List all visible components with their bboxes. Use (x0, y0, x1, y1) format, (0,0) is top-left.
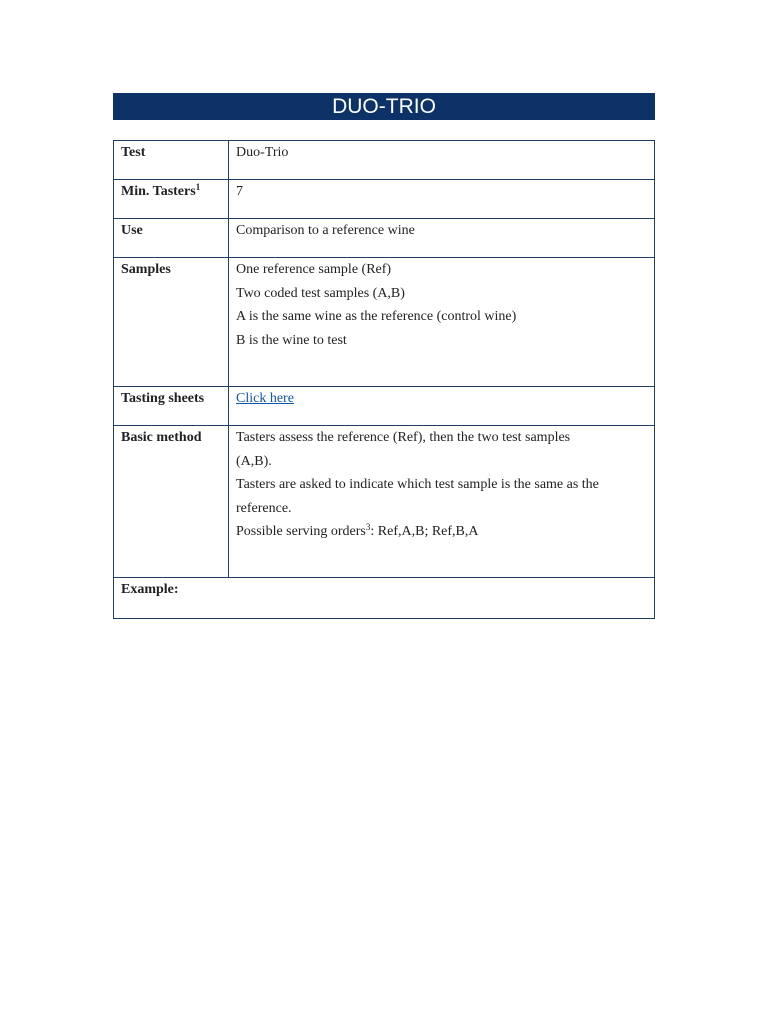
example-label: Example: (114, 578, 655, 619)
method-info-table (113, 140, 655, 619)
samples-label: Samples (114, 258, 229, 387)
test-value: Duo-Trio (229, 141, 655, 180)
basic-method-line: (A,B). (236, 453, 272, 469)
basic-method-line: Tasters assess the reference (Ref), then the two test samples (236, 430, 571, 445)
use-label: Use (114, 219, 229, 258)
samples-line: Two coded test samples (A,B) (236, 285, 405, 301)
basic-method-line: reference. (236, 500, 292, 516)
table-row-samples (114, 258, 655, 387)
min-tasters-label-cell (114, 180, 229, 219)
serving-orders-suffix: : Ref,A,B; Ref,B,A (370, 524, 479, 539)
min-tasters-value: 7 (229, 180, 655, 219)
basic-method-label: Basic method (114, 426, 229, 578)
min-tasters-label: Min. Tasters (121, 184, 196, 199)
basic-method-value (229, 426, 655, 578)
table-row-min-tasters (114, 180, 655, 219)
tasting-sheets-link[interactable]: Click here (236, 391, 294, 406)
samples-line: One reference sample (Ref) (236, 262, 392, 277)
table-row-basic-method (114, 426, 655, 578)
document-title: DUO-TRIO (113, 93, 655, 120)
footnote-ref-1: 1 (195, 182, 201, 192)
serving-orders-prefix: Possible serving orders (236, 524, 366, 539)
footnote-ref-3: 3 (365, 522, 371, 532)
table-row-test (114, 141, 655, 180)
samples-line: A is the same wine as the reference (control wine) (236, 309, 517, 324)
tasting-sheets-value (229, 387, 655, 426)
test-label: Test (114, 141, 229, 180)
basic-method-line: Tasters are asked to indicate which test sample is the same as the (236, 477, 599, 492)
tasting-sheets-label: Tasting sheets (114, 387, 229, 426)
serving-orders-line (236, 520, 647, 544)
samples-line: B is the wine to test (236, 332, 347, 348)
table-row-use (114, 219, 655, 258)
table-row-example (114, 578, 655, 619)
use-value: Comparison to a reference wine (229, 219, 655, 258)
samples-value (229, 258, 655, 387)
table-row-tasting-sheets (114, 387, 655, 426)
